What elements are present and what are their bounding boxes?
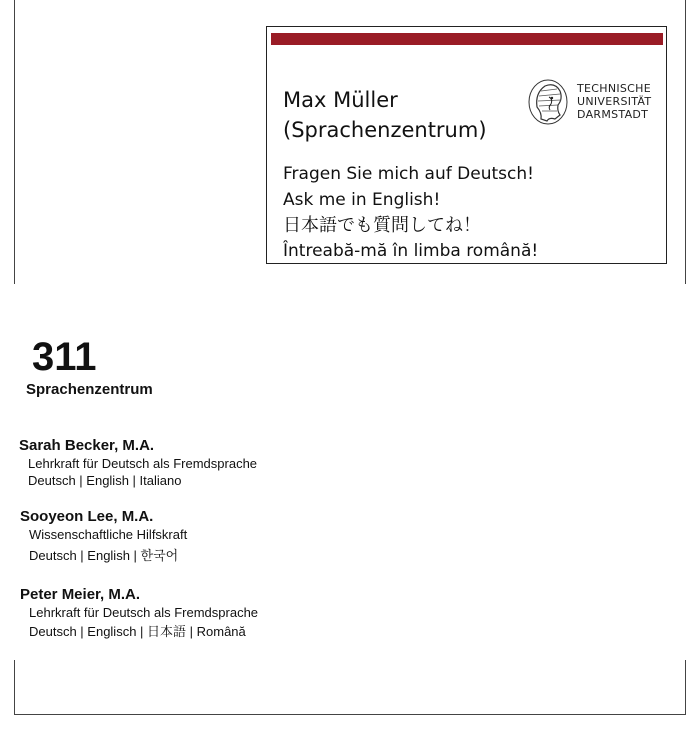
- name-card: [266, 26, 667, 264]
- card-language-german: Fragen Sie mich auf Deutsch!: [283, 164, 534, 184]
- card-language-japanese: 日本語でも質問してね！: [283, 215, 481, 236]
- staff-entry: [20, 508, 187, 564]
- card-name-line2: (Sprachenzentrum): [283, 118, 487, 142]
- room-number: 311: [32, 335, 97, 379]
- logo-line2: UNIVERSITÄT: [577, 95, 652, 108]
- frame-line-right-bottom: [685, 660, 686, 715]
- staff-name: Sooyeon Lee, M.A.: [20, 508, 154, 525]
- frame-line-right-top: [685, 0, 686, 284]
- card-name-line1: Max Müller: [283, 88, 398, 112]
- frame-line-left-top: [14, 0, 15, 284]
- card-language-english: Ask me in English!: [283, 189, 441, 210]
- room-name: Sprachenzentrum: [26, 381, 153, 398]
- logo-text: [577, 82, 651, 121]
- staff-role: Lehrkraft für Deutsch als Fremdsprache: [28, 456, 258, 471]
- staff-role: Lehrkraft für Deutsch als Fremdsprache: [29, 605, 259, 620]
- staff-name: Sarah Becker, M.A.: [19, 437, 155, 454]
- tu-darmstadt-logo: [527, 77, 667, 137]
- staff-entry: [19, 437, 257, 489]
- frame-line-left-bottom: [14, 660, 15, 715]
- frame-line-bottom: [14, 714, 686, 715]
- card-language-list: [283, 162, 538, 264]
- athena-seal-icon: [527, 77, 569, 127]
- staff-languages: Deutsch | Englisch | 日本語 | Română: [29, 624, 246, 639]
- card-name: [283, 85, 487, 145]
- card-stripe: [271, 33, 663, 45]
- staff-languages: Deutsch | English | 한국어: [29, 548, 179, 563]
- staff-languages: Deutsch | English | Italiano: [28, 473, 182, 488]
- logo-line3: DARMSTADT: [577, 108, 649, 121]
- card-language-romanian: Întreabă-mă în limba română!: [283, 240, 539, 261]
- staff-name: Peter Meier, M.A.: [20, 586, 141, 603]
- logo-line1: TECHNISCHE: [577, 82, 651, 95]
- staff-role: Wissenschaftliche Hilfskraft: [29, 527, 188, 542]
- staff-entry: [20, 586, 258, 640]
